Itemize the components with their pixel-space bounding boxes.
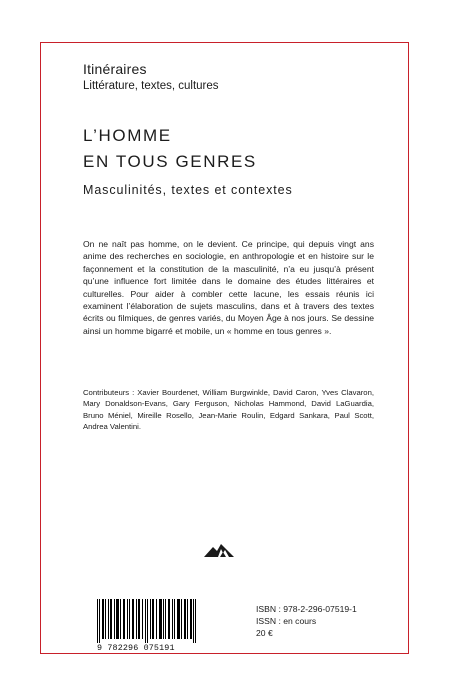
- publication-info: [256, 603, 357, 640]
- book-subtitle: Masculinités, textes et contextes: [83, 183, 293, 197]
- blurb-paragraph: On ne naît pas homme, on le devient. Ce principe, qui depuis vingt ans anime des recherches en sociologie, en anthropologie et en histoire sur le façonnement et la constitution de la masculinité, n’a eu jusqu’à présent qu’une influence fort limitée dans le domaine des études littéraires et culturelles. Pour aider à combler cette lacune, les essais réunis ici examinent l’élaboration de sujets masculins, dans et à travers des textes écrits ou filmiques, de genres variés, du Moyen Âge à nos jours. Se dessine ainsi un homme bigarré et mobile, un « homme en tous genres ».: [83, 239, 374, 336]
- publisher-logo-icon: [204, 544, 234, 557]
- contributors-list: Contributeurs : Xavier Bourdenet, William Burgwinkle, David Caron, Yves Clavaron, Mary Donaldson-Evans, Gary Ferguson, Nicholas Hammond, David LaGuardia, Bruno Méniel, Mireille Rosello, Jean-Marie Roulin, Edgard Sankara, Paul Scott, Andrea Valentini.: [83, 388, 374, 432]
- price-line: 20 €: [256, 628, 273, 639]
- barcode-bars: [95, 599, 205, 643]
- issn-line: ISSN : en cours: [256, 616, 317, 627]
- series-title: Itinéraires: [83, 61, 147, 77]
- book-title-line-1: L’HOMME: [83, 126, 172, 145]
- series-subtitle: Littérature, textes, cultures: [83, 80, 219, 92]
- barcode: [95, 599, 205, 645]
- isbn-line: ISBN : 978-2-296-07519-1: [256, 604, 357, 614]
- publisher-mountain-icon: [204, 544, 234, 557]
- barcode-digits: 9 782296 075191: [97, 643, 175, 653]
- book-title-line-2: EN TOUS GENRES: [83, 152, 257, 171]
- book-title: [83, 123, 257, 175]
- back-cover: [40, 42, 409, 654]
